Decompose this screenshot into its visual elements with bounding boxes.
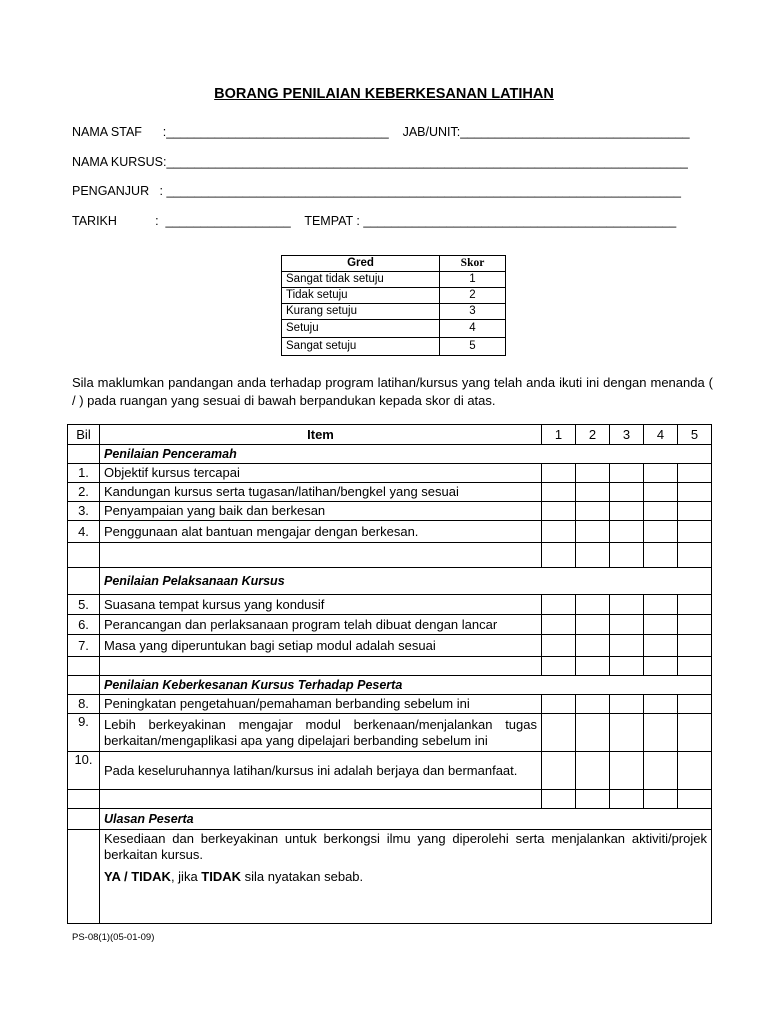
score-cell[interactable] — [610, 464, 644, 483]
row-number: 9. — [68, 714, 100, 752]
score-cell[interactable] — [576, 595, 610, 615]
score-cell[interactable] — [542, 752, 576, 790]
grade-score: 3 — [440, 304, 506, 320]
grade-score: 4 — [440, 320, 506, 338]
score-cell[interactable] — [576, 635, 610, 657]
score-cell[interactable] — [678, 635, 712, 657]
score-cell[interactable] — [610, 714, 644, 752]
item-text: Masa yang diperuntukan bagi setiap modul adalah sesuai — [100, 635, 542, 657]
score-cell[interactable] — [610, 502, 644, 521]
score-cell[interactable] — [678, 483, 712, 502]
item-text: Lebih berkeyakinan mengajar modul berkenaan/menjalankan tugas berkaitan/mengaplikasi apa yang dipelajari berbanding sebelum ini — [100, 714, 542, 752]
instruction-text: Sila maklumkan pandangan anda terhadap program latihan/kursus yang telah anda ikuti ini dengan menanda ( / ) pada ruangan yang sesuai di bawah berpandukan kepada skor di atas. — [72, 375, 713, 408]
score-cell[interactable] — [678, 615, 712, 635]
score-cell[interactable] — [542, 521, 576, 543]
row-number: 1. — [68, 464, 100, 483]
nama-staf-field[interactable]: NAMA STAF :________________________________ JAB/UNIT:_________________________________ — [72, 125, 690, 139]
section-heading: Penilaian Pelaksanaan Kursus — [100, 568, 712, 595]
section-heading: Penilaian Penceramah — [100, 445, 712, 464]
grade-header-skor: Skor — [440, 256, 506, 272]
header-score: 3 — [610, 425, 644, 445]
score-cell[interactable] — [576, 714, 610, 752]
ulasan-answer-prompt — [104, 869, 707, 885]
score-cell[interactable] — [610, 595, 644, 615]
tarikh-tempat-field[interactable]: TARIKH : __________________ TEMPAT : _____________________________________________ — [72, 214, 677, 228]
score-cell[interactable] — [644, 502, 678, 521]
score-cell[interactable] — [610, 615, 644, 635]
item-text: Perancangan dan perlaksanaan program telah dibuat dengan lancar — [100, 615, 542, 635]
score-cell[interactable] — [576, 615, 610, 635]
score-cell[interactable] — [542, 502, 576, 521]
score-cell[interactable] — [678, 714, 712, 752]
score-cell[interactable] — [610, 635, 644, 657]
ulasan-mid-text: , jika — [170, 869, 202, 884]
row-number: 3. — [68, 502, 100, 521]
item-text: Kandungan kursus serta tugasan/latihan/bengkel yang sesuai — [100, 483, 542, 502]
score-cell[interactable] — [576, 502, 610, 521]
score-cell[interactable] — [576, 464, 610, 483]
score-cell[interactable] — [576, 752, 610, 790]
score-cell[interactable] — [610, 752, 644, 790]
header-item: Item — [100, 425, 542, 445]
score-cell[interactable] — [644, 464, 678, 483]
score-cell[interactable] — [644, 521, 678, 543]
header-score: 1 — [542, 425, 576, 445]
grade-score: 2 — [440, 288, 506, 304]
grade-label: Sangat setuju — [282, 338, 440, 356]
row-number: 8. — [68, 695, 100, 714]
score-cell[interactable] — [678, 595, 712, 615]
item-text: Peningkatan pengetahuan/pemahaman berbanding sebelum ini — [100, 695, 542, 714]
item-text: Penyampaian yang baik dan berkesan — [100, 502, 542, 521]
score-cell[interactable] — [542, 695, 576, 714]
score-cell[interactable] — [610, 695, 644, 714]
item-text: Objektif kursus tercapai — [100, 464, 542, 483]
score-cell[interactable] — [678, 464, 712, 483]
header-score: 4 — [644, 425, 678, 445]
item-text: Penggunaan alat bantuan mengajar dengan berkesan. — [100, 521, 542, 543]
score-cell[interactable] — [678, 752, 712, 790]
score-cell[interactable] — [542, 595, 576, 615]
ulasan-end-text: sila nyatakan sebab. — [241, 869, 364, 884]
header-bil: Bil — [68, 425, 100, 445]
tidak-word: TIDAK — [201, 869, 241, 884]
grade-label: Setuju — [282, 320, 440, 338]
score-cell[interactable] — [644, 635, 678, 657]
header-score: 2 — [576, 425, 610, 445]
row-number: 5. — [68, 595, 100, 615]
score-cell[interactable] — [576, 695, 610, 714]
form-title: BORANG PENILAIAN KEBERKESANAN LATIHAN — [214, 86, 554, 102]
ya-tidak-option[interactable]: YA / TIDAK — [104, 869, 171, 884]
grade-score: 1 — [440, 272, 506, 288]
form-code: PS-08(1)(05-01-09) — [72, 932, 155, 943]
header-score: 5 — [678, 425, 712, 445]
grade-header-gred: Gred — [282, 256, 440, 272]
score-cell[interactable] — [644, 615, 678, 635]
row-number: 2. — [68, 483, 100, 502]
grade-table — [281, 255, 506, 356]
grade-label: Kurang setuju — [282, 304, 440, 320]
grade-label: Tidak setuju — [282, 288, 440, 304]
ulasan-cell[interactable] — [100, 830, 712, 924]
score-cell[interactable] — [542, 483, 576, 502]
score-cell[interactable] — [542, 635, 576, 657]
row-number: 7. — [68, 635, 100, 657]
score-cell[interactable] — [610, 483, 644, 502]
row-number: 6. — [68, 615, 100, 635]
score-cell[interactable] — [644, 714, 678, 752]
score-cell[interactable] — [644, 752, 678, 790]
section-heading: Ulasan Peserta — [100, 809, 712, 830]
item-text: Suasana tempat kursus yang kondusif — [100, 595, 542, 615]
score-cell[interactable] — [576, 483, 610, 502]
row-number: 4. — [68, 521, 100, 543]
score-cell[interactable] — [542, 464, 576, 483]
score-cell[interactable] — [644, 595, 678, 615]
score-cell[interactable] — [678, 695, 712, 714]
section-heading: Penilaian Keberkesanan Kursus Terhadap Peserta — [100, 676, 712, 695]
row-number: 10. — [68, 752, 100, 790]
score-cell[interactable] — [542, 615, 576, 635]
evaluation-table — [67, 424, 712, 924]
score-cell[interactable] — [610, 521, 644, 543]
score-cell[interactable] — [576, 521, 610, 543]
penganjur-field[interactable]: PENGANJUR : __________________________________________________________________________ — [72, 184, 681, 198]
grade-label: Sangat tidak setuju — [282, 272, 440, 288]
score-cell[interactable] — [542, 714, 576, 752]
score-cell[interactable] — [678, 521, 712, 543]
score-cell[interactable] — [644, 483, 678, 502]
ulasan-question: Kesediaan dan berkeyakinan untuk berkongsi ilmu yang diperolehi serta menjalankan aktiviti/projek berkaitan kursus. — [104, 831, 707, 862]
item-text: Pada keseluruhannya latihan/kursus ini adalah berjaya dan bermanfaat. — [100, 752, 542, 790]
score-cell[interactable] — [644, 695, 678, 714]
grade-score: 5 — [440, 338, 506, 356]
score-cell[interactable] — [678, 502, 712, 521]
nama-kursus-field[interactable]: NAMA KURSUS:___________________________________________________________________________ — [72, 155, 688, 169]
